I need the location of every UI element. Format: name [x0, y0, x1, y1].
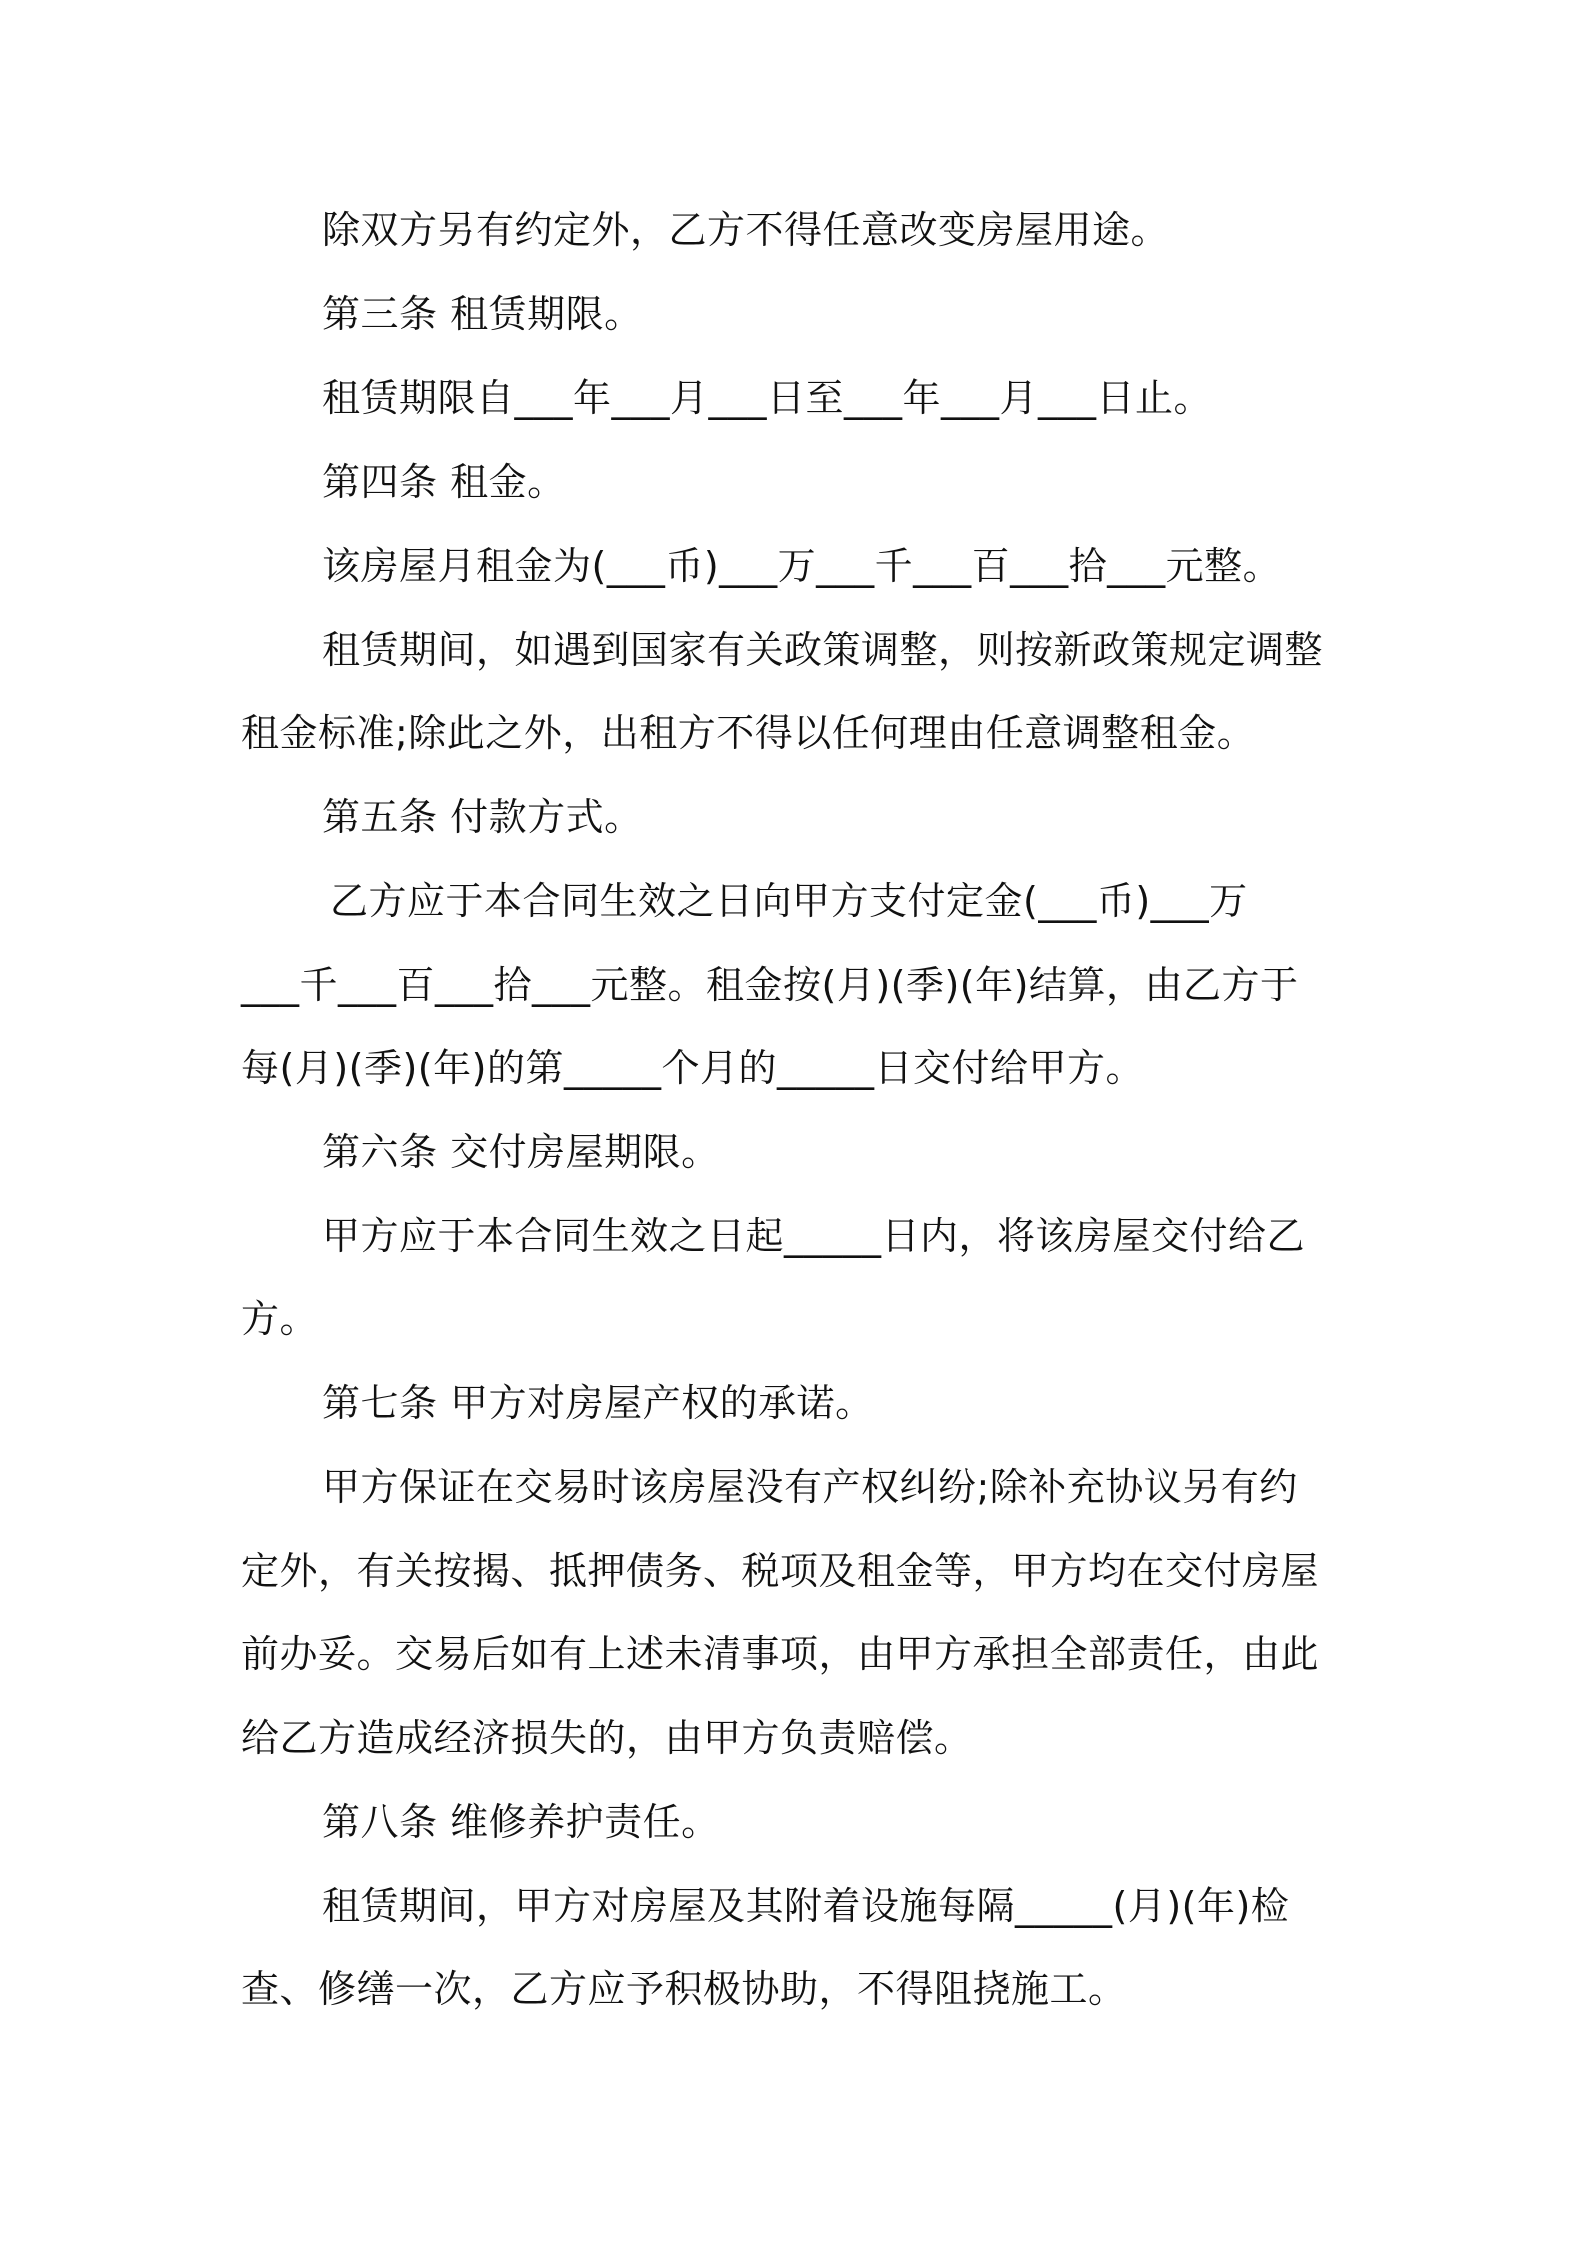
paragraph-line: 查、修缮一次，乙方应予积极协助，不得阻挠施工。 [241, 1967, 1127, 2011]
paragraph-line: 甲方应于本合同生效之日起_____日内，将该房屋交付给乙 [322, 1214, 1306, 1258]
paragraph-line: 每(月)(季)(年)的第_____个月的_____日交付给甲方。 [241, 1046, 1144, 1090]
article-6-heading: 第六条 交付房屋期限。 [322, 1130, 720, 1174]
paragraph-line: 该房屋月租金为(___币)___万___千___百___拾___元整。 [322, 544, 1282, 588]
paragraph-line: 租金标准;除此之外，出租方不得以任何理由任意调整租金。 [241, 711, 1256, 755]
paragraph-line: 甲方保证在交易时该房屋没有产权纠纷;除补充协议另有约 [322, 1465, 1298, 1509]
paragraph-line: 乙方应于本合同生效之日向甲方支付定金(___币)___万 [330, 879, 1248, 923]
paragraph-line: 方。 [241, 1297, 319, 1341]
paragraph-line: 租赁期间，如遇到国家有关政策调整，则按新政策规定调整 [322, 628, 1324, 672]
article-5-heading: 第五条 付款方式。 [322, 795, 643, 839]
paragraph-line: 定外，有关按揭、抵押债务、税项及租金等，甲方均在交付房屋 [241, 1549, 1320, 1593]
paragraph-line: 给乙方造成经济损失的，由甲方负责赔偿。 [241, 1716, 973, 1760]
article-8-heading: 第八条 维修养护责任。 [322, 1800, 720, 1844]
article-3-heading: 第三条 租赁期限。 [322, 292, 643, 336]
article-7-heading: 第七条 甲方对房屋产权的承诺。 [322, 1381, 874, 1425]
paragraph-line: 租赁期间，甲方对房屋及其附着设施每隔_____(月)(年)检 [322, 1884, 1290, 1928]
paragraph-line: 除双方另有约定外，乙方不得任意改变房屋用途。 [322, 208, 1170, 252]
paragraph-line: 前办妥。交易后如有上述未清事项，由甲方承担全部责任，由此 [241, 1632, 1320, 1676]
paragraph-line: 租赁期限自___年___月___日至___年___月___日止。 [322, 376, 1213, 420]
paragraph-line: ___千___百___拾___元整。租金按(月)(季)(年)结算，由乙方于 [241, 963, 1299, 1007]
article-4-heading: 第四条 租金。 [322, 460, 566, 504]
